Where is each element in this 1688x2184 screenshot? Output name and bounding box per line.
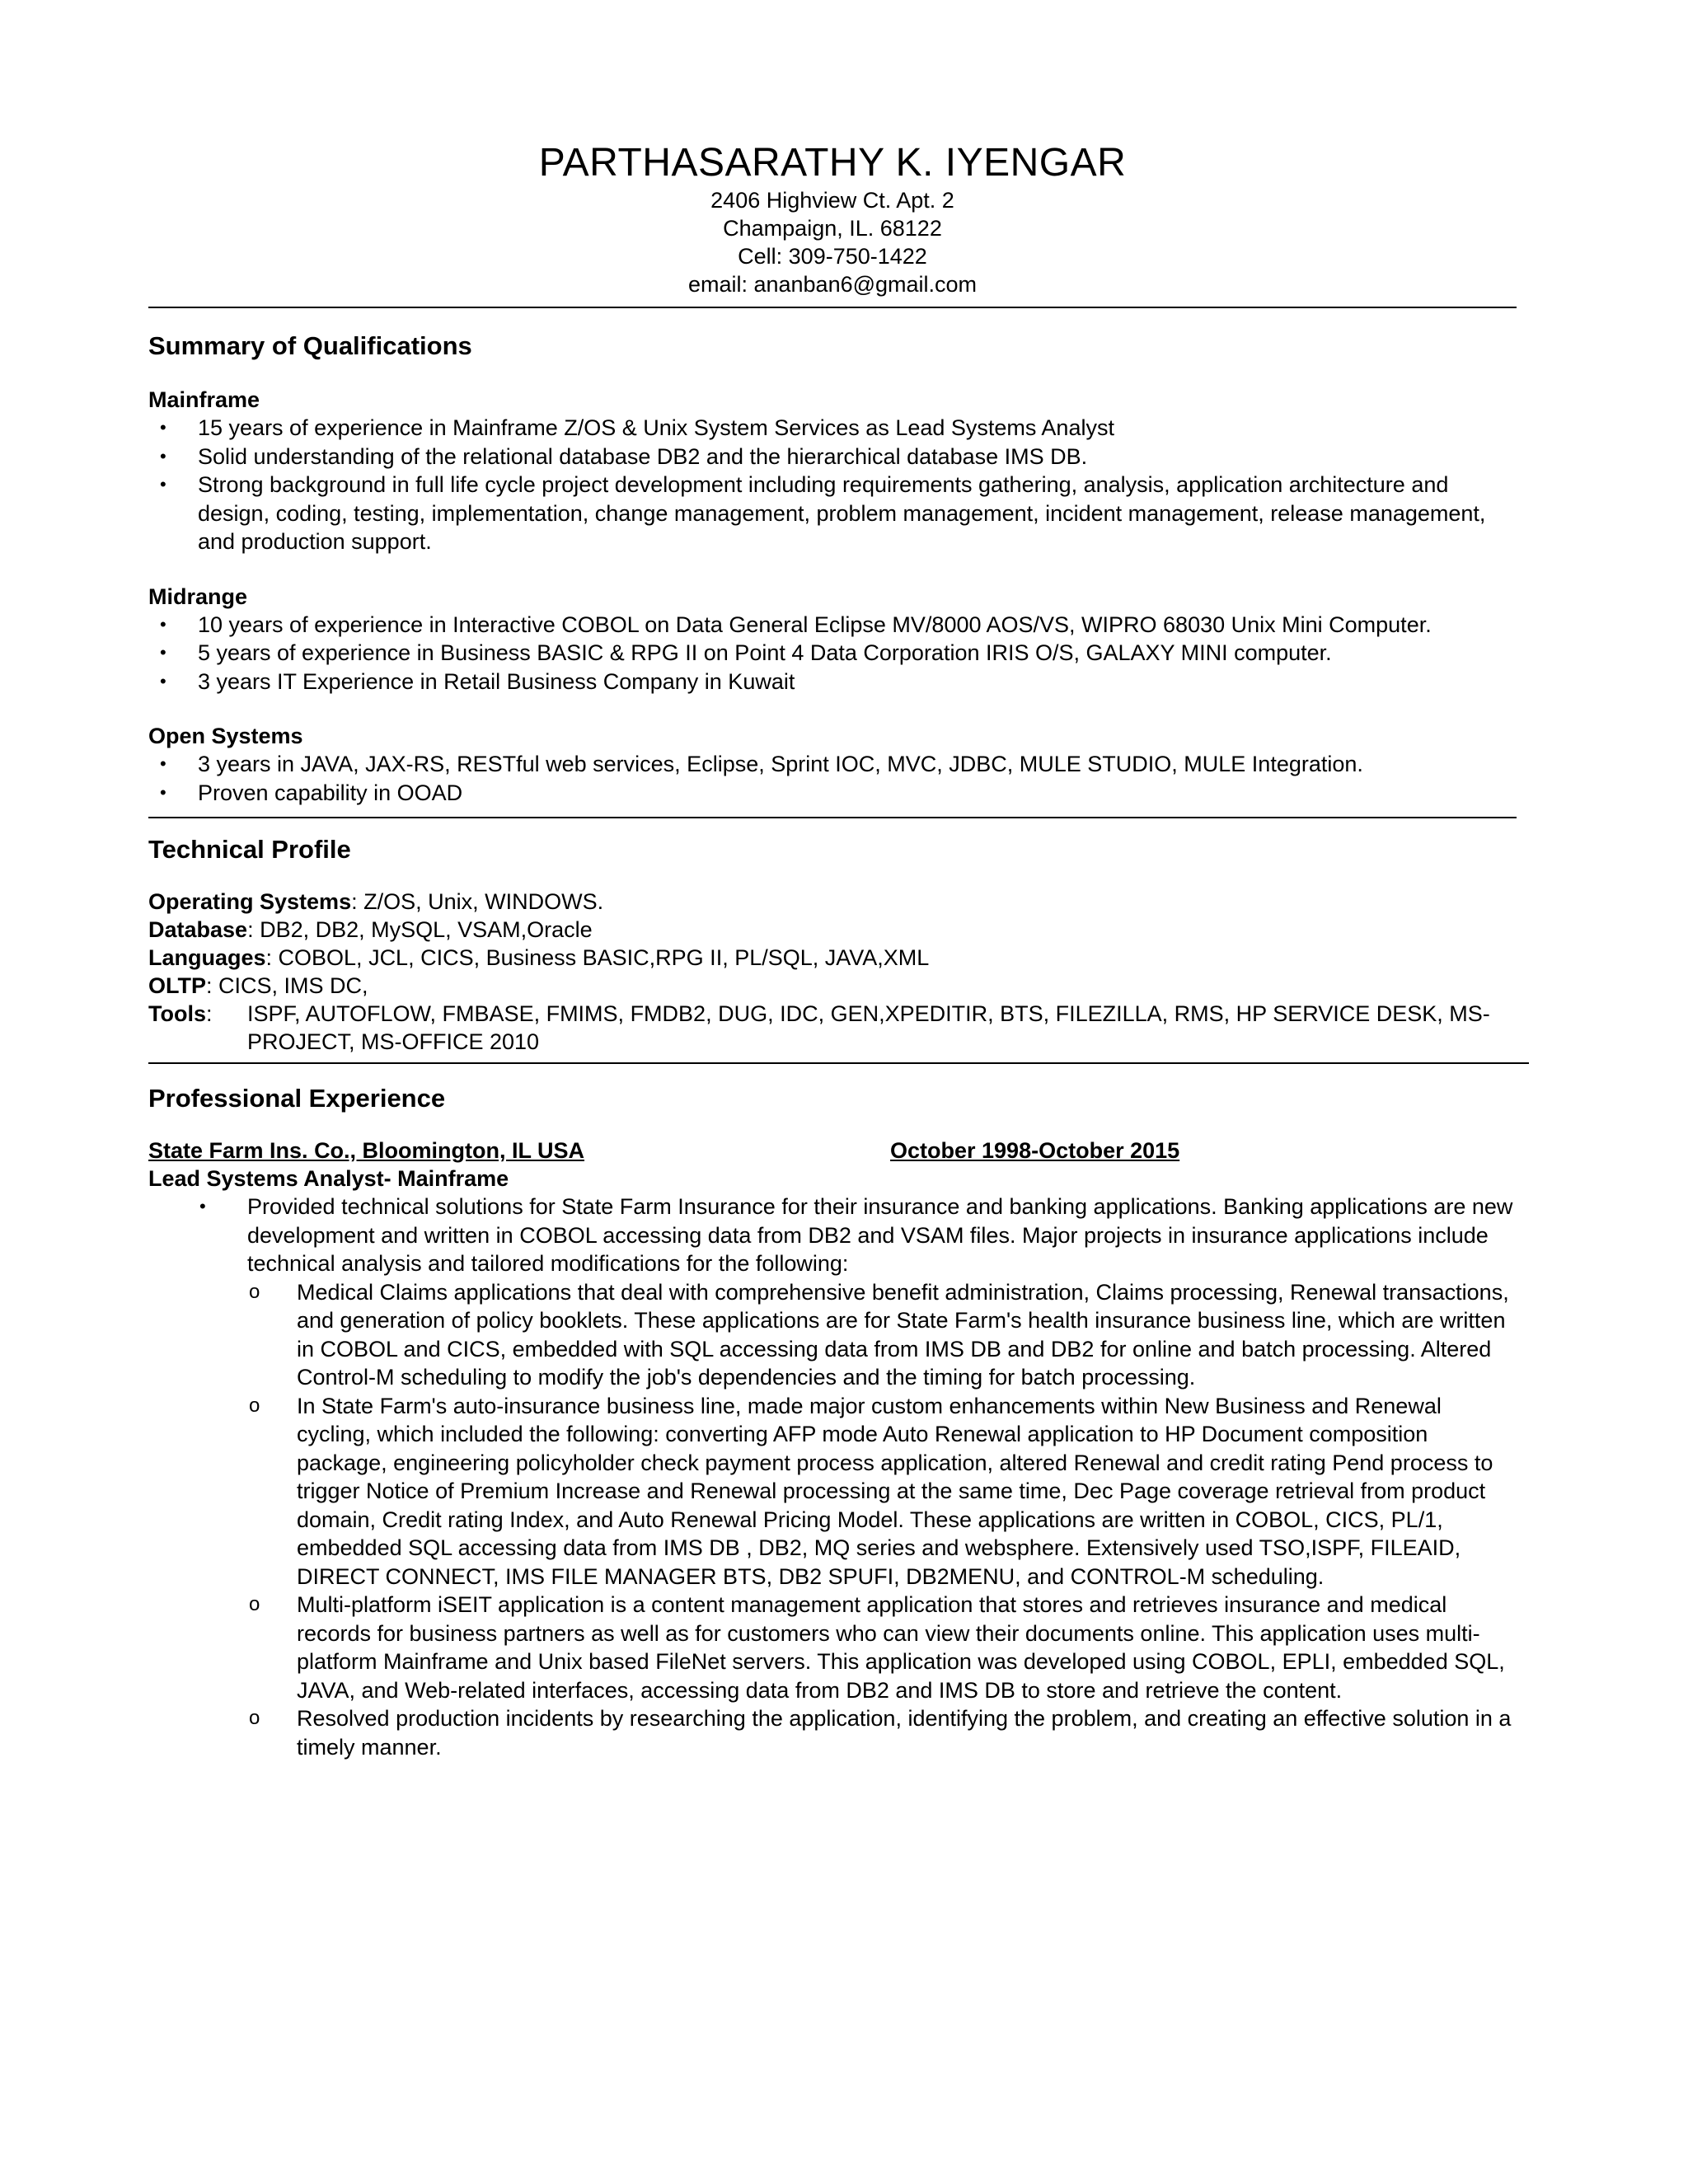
cell-phone: Cell: 309-750-1422: [738, 244, 927, 269]
list-item: • Strong background in full life cycle project development including requirements gathering, analysis, application architecture and design, coding, testing, implementation, change management, problem management, incident management, release management, and production support.: [160, 472, 1486, 554]
header-divider: [148, 307, 1517, 308]
operating-systems-line: Operating Systems: Z/OS, Unix, WINDOWS.: [148, 889, 604, 914]
job-role: Lead Systems Analyst- Mainframe: [148, 1166, 509, 1191]
bullet-icon: •: [160, 670, 166, 691]
mainframe-list: [148, 414, 1517, 556]
email-address: email: ananban6@gmail.com: [687, 272, 978, 297]
list-item: • Solid understanding of the relational database DB2 and the hierarchical database IMS DB.: [148, 443, 1517, 471]
list-item: o In State Farm's auto-insurance business line, made major custom enhancements within New Business and Renewal cycling, which included the following: converting AFP mode Auto Renewal application to HP Document composition package, engineering policyholder check payment process application, altered Renewal and credit rating Pend process to trigger Notice of Premium Increase and Renewal processing at the same time, Dec Page coverage retrieval from product domain, Credit rating Index, and Auto Renewal Pricing Model. These applications are written in COBOL, CICS, PL/1, embedded SQL accessing data from IMS DB , DB2, MQ series and websphere. Extensively used TSO,ISPF, FILEAID, DIRECT CONNECT, IMS FILE MANAGER BTS, DB2 SPUFI, DB2MENU, and CONTROL-M scheduling.: [249, 1393, 1493, 1589]
tools-line: Tools: ISPF, AUTOFLOW, FMBASE, FMIMS, FMDB2, DUG, IDC, GEN,XPEDITIR, BTS, FILEZILLA, RMS, HP SERVICE DESK, MS-PROJECT, MS-OFFICE 2010: [148, 1001, 1490, 1054]
list-item: • 5 years of experience in Business BASIC & RPG II on Point 4 Data Corporation IRIS O/S, GALAXY MINI computer.: [148, 639, 1517, 668]
summary-divider: [148, 817, 1517, 818]
summary-title: Summary of Qualifications: [148, 331, 472, 360]
bullet-icon: •: [160, 474, 166, 494]
languages-line: Languages: COBOL, JCL, CICS, Business BASIC,RPG II, PL/SQL, JAVA,XML: [148, 945, 930, 970]
bullet-icon: •: [160, 781, 166, 803]
employer: State Farm Ins. Co., Bloomington, IL USA: [148, 1138, 585, 1163]
midrange-list: [148, 611, 1517, 696]
technical-profile-title: Technical Profile: [148, 835, 351, 864]
technical-divider: [148, 1062, 1529, 1064]
list-item: • Proven capability in OOAD: [148, 779, 1517, 808]
bullet-icon: •: [160, 642, 166, 663]
mainframe-heading: Mainframe: [148, 387, 260, 412]
bullet-icon: •: [160, 417, 166, 438]
database-line: Database: DB2, DB2, MySQL, VSAM,Oracle: [148, 917, 593, 942]
list-item: • 10 years of experience in Interactive COBOL on Data General Eclipse MV/8000 AOS/VS, WIPRO 68030 Unix Mini Computer.: [148, 611, 1517, 640]
open-systems-list: [148, 750, 1517, 807]
employment-dates: October 1998-October 2015: [890, 1138, 1180, 1163]
address-line-2: Champaign, IL. 68122: [723, 216, 942, 241]
candidate-name: PARTHASARATHY K. IYENGAR: [538, 141, 1127, 185]
midrange-heading: Midrange: [148, 583, 248, 609]
list-item: • 15 years of experience in Mainframe Z/OS & Unix System Services as Lead Systems Analyst: [148, 414, 1517, 443]
list-item: o Medical Claims applications that deal with comprehensive benefit administration, Claims processing, Renewal transactions, and generation of policy booklets. These applications are for State Farm's health insurance business line, which are written in COBOL and CICS, embedded with SQL accessing data from IMS DB and DB2 for online and batch processing. Altered Control-M scheduling to modify the job's dependencies and the timing for batch processing.: [249, 1279, 1509, 1390]
resume-page: [148, 140, 1517, 1761]
list-item: • 3 years IT Experience in Retail Business Company in Kuwait: [148, 668, 1517, 696]
bullet-icon: •: [160, 613, 166, 635]
sub-bullet-icon: o: [249, 1707, 260, 1729]
experience-title: Professional Experience: [148, 1084, 446, 1113]
open-systems-heading: Open Systems: [148, 724, 303, 748]
sub-bullet-icon: o: [249, 1593, 260, 1615]
sub-bullet-icon: o: [249, 1394, 260, 1417]
responsibility-list: [148, 1193, 1517, 1761]
list-item: • 3 years in JAVA, JAX-RS, RESTful web services, Eclipse, Sprint IOC, MVC, JDBC, MULE STUDIO, MULE Integration.: [148, 750, 1517, 779]
bullet-icon: •: [160, 753, 166, 774]
list-item: o Multi-platform iSEIT application is a content management application that stores and retrieves insurance and medical records for business partners as well as for customers who can view their documents online. This application uses multi-platform Mainframe and Unix based FileNet servers. This application was developed using COBOL, EPLI, embedded SQL, JAVA, and Web-related interfaces, accessing data from DB2 and IMS DB to store and retrieve the content.: [249, 1592, 1505, 1703]
bullet-icon: •: [199, 1196, 206, 1216]
technical-profile-block: [148, 888, 1517, 1056]
address-line-1: 2406 Highview Ct. Apt. 2: [710, 188, 954, 213]
sub-bullet-icon: o: [249, 1280, 260, 1303]
list-item: • Provided technical solutions for State Farm Insurance for their insurance and banking applications. Banking applications are new development and written in COBOL accessing data from DB2 and VSAM files. Major projects in insurance applications include technical analysis and tailored modifications for the following: o Medical Claims applications that deal with comprehensive benefit administration, Claims processing, Renewal transactions, and generation of policy booklets. These applications are for State Farm's health insurance business line, which are written in COBOL and CICS, embedded with SQL accessing data from IMS DB and DB2 for online and batch processing. Altered Control-M scheduling to modify the job's dependencies and the timing for batch processing. o In State Farm's auto-insurance business line, made major custom enhancements within New Business and Renewal cycling, which included the following: converting AFP mode Auto Renewal application to HP Document composition package, engineering policyholder check payment process application, altered Renewal and credit rating Pend process to trigger Notice of Premium Increase and Renewal processing at the same time, Dec Page coverage retrieval from product domain, Credit rating Index, and Auto Renewal Pricing Model. These applications are written in COBOL, CICS, PL/1, embedded SQL accessing data from IMS DB , DB2, MQ series and websphere. Extensively used TSO,ISPF, FILEAID, DIRECT CONNECT, IMS FILE MANAGER BTS, DB2 SPUFI, DB2MENU, and CONTROL-M scheduling. o Multi-platform iSEIT application is a content management application that stores and retrieves insurance and medical records for business partners as well as for customers who can view their documents online. This application uses multi-platform Mainframe and Unix based FileNet servers. This application was developed using COBOL, EPLI, embedded SQL, JAVA, and Web-related interfaces, accessing data from DB2 and IMS DB to store and retrieve the content. o Resolved production incidents by researching the application, identifying the problem, and creating an effective solution in a timely manner.: [148, 1193, 1517, 1761]
list-item: o Resolved production incidents by researching the application, identifying the problem, and creating an effective solution in a timely manner.: [249, 1706, 1512, 1760]
oltp-line: OLTP: CICS, IMS DC,: [148, 973, 368, 998]
bullet-icon: •: [160, 445, 166, 466]
project-list: [247, 1278, 1517, 1762]
job-header: [148, 1137, 1517, 1165]
